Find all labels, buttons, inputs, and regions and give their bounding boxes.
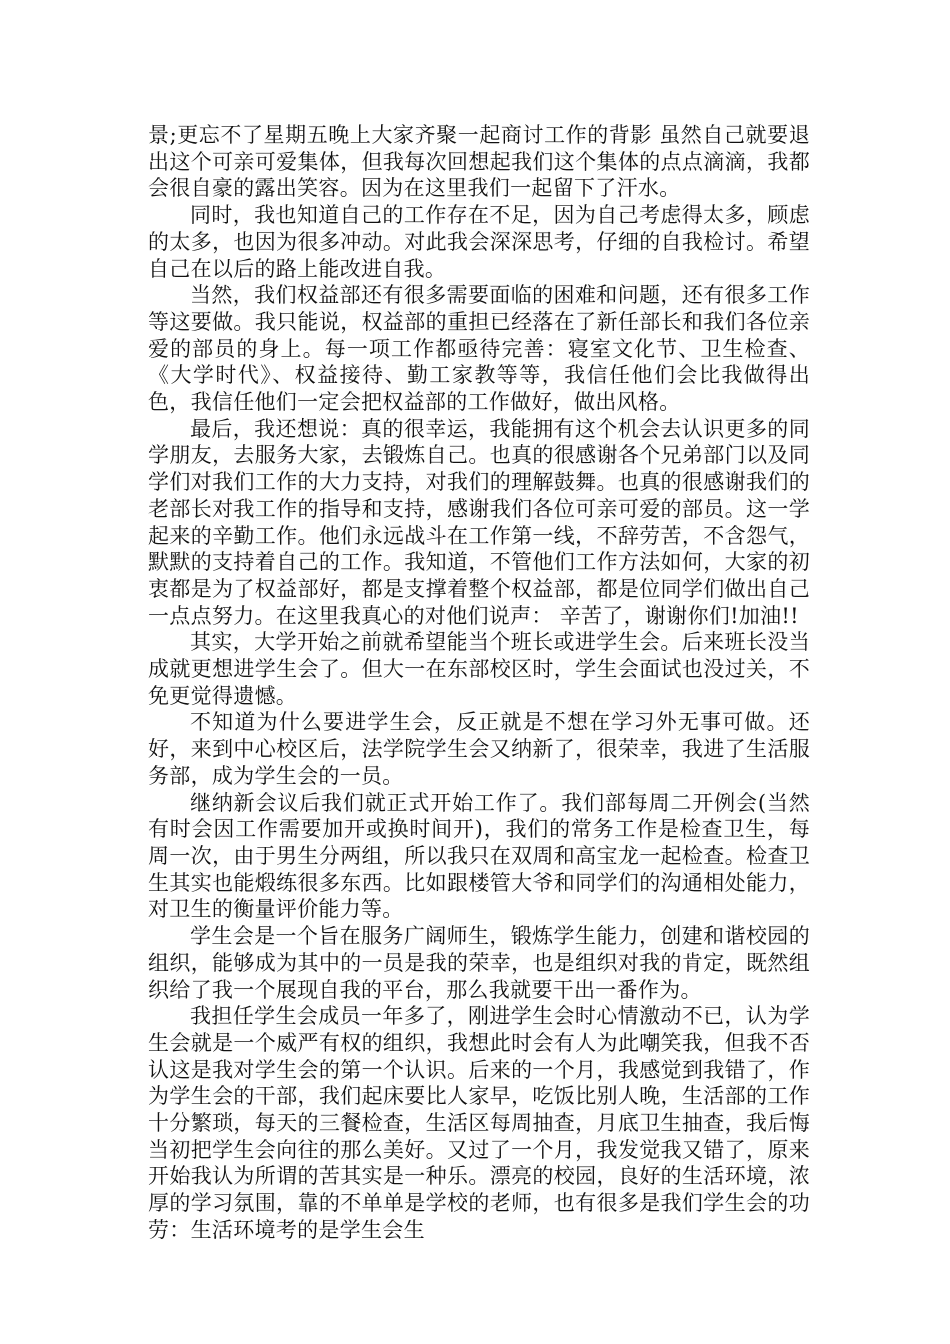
paragraph: 其实，大学开始之前就希望能当个班长或进学生会。后来班长没当成就更想进学生会了。但大一在东部校区时，学生会面试也没过关，不免更觉得遗憾。 <box>148 630 810 708</box>
paragraph: 当然，我们权益部还有很多需要面临的困难和问题，还有很多工作等这要做。我只能说，权益部的重担已经落在了新任部长和我们各位亲爱的部员的身上。每一项工作都亟待完善：寝室文化节、卫生检查、《大学时代》、权益接待、勤工家教等等，我信任他们会比我做得出色，我信任他们一定会把权益部的工作做好，做出风格。 <box>148 283 810 415</box>
paragraph: 景;更忘不了星期五晚上大家齐聚一起商讨工作的背影 虽然自己就要退出这个可亲可爱集体，但我每次回想起我们这个集体的点点滴滴，我都会很自豪的露出笑容。因为在这里我们一起留下了汗水。 <box>148 123 810 201</box>
paragraph: 同时，我也知道自己的工作存在不足，因为自己考虑得太多，顾虑的太多，也因为很多冲动。对此我会深深思考，仔细的自我检讨。希望自己在以后的路上能改进自我。 <box>148 203 810 281</box>
paragraph: 最后，我还想说：真的很幸运，我能拥有这个机会去认识更多的同学朋友，去服务大家，去锻炼自己。也真的很感谢各个兄弟部门以及同学们对我们工作的大力支持，对我们的理解鼓舞。也真的很感谢我们的老部长对我工作的指导和支持，感谢我们各位可亲可爱的部员。这一学起来的辛勤工作。他们永远战斗在工作第一线，不辞劳苦，不含怨气，默默的支持着自己的工作。我知道，不管他们工作方法如何，大家的初衷都是为了权益部好，都是支撑着整个权益部，都是位同学们做出自己一点点努力。在这里我真心的对他们说声： 辛苦了，谢谢你们!加油!! <box>148 416 810 628</box>
document-body <box>148 122 810 1244</box>
paragraph: 我担任学生会成员一年多了，刚进学生会时心情激动不已，认为学生会就是一个威严有权的组织，我想此时会有人为此嘲笑我，但我不否认这是我对学生会的第一个认识。后来的一个月，我感觉到我错了，作为学生会的干部，我们起床要比人家早，吃饭比别人晚，生活部的工作十分繁琐，每天的三餐检查，生活区每周抽查，月底卫生抽查，我后悔当初把学生会向往的那么美好。又过了一个月，我发觉我又错了，原来开始我认为所谓的苦其实是一种乐。漂亮的校园，良好的生活环境，浓厚的学习氛围，靠的不单单是学校的老师，也有很多是我们学生会的功劳：生活环境考的是学生会生 <box>148 1004 810 1242</box>
paragraph: 学生会是一个旨在服务广阔师生，锻炼学生能力，创建和谐校园的组织，能够成为其中的一员是我的荣幸，也是组织对我的肯定，既然组织给了我一个展现自我的平台，那么我就要干出一番作为。 <box>148 924 810 1002</box>
paragraph: 不知道为什么要进学生会，反正就是不想在学习外无事可做。还好，来到中心校区后，法学院学生会又纳新了，很荣幸，我进了生活服务部，成为学生会的一员。 <box>148 710 810 788</box>
paragraph: 继纳新会议后我们就正式开始工作了。我们部每周二开例会(当然有时会因工作需要加开或换时间开)，我们的常务工作是检查卫生，每周一次，由于男生分两组，所以我只在双周和高宝龙一起检查。检查卫生其实也能煅练很多东西。比如跟楼管大爷和同学们的沟通相处能力，对卫生的衡量评价能力等。 <box>148 790 810 922</box>
